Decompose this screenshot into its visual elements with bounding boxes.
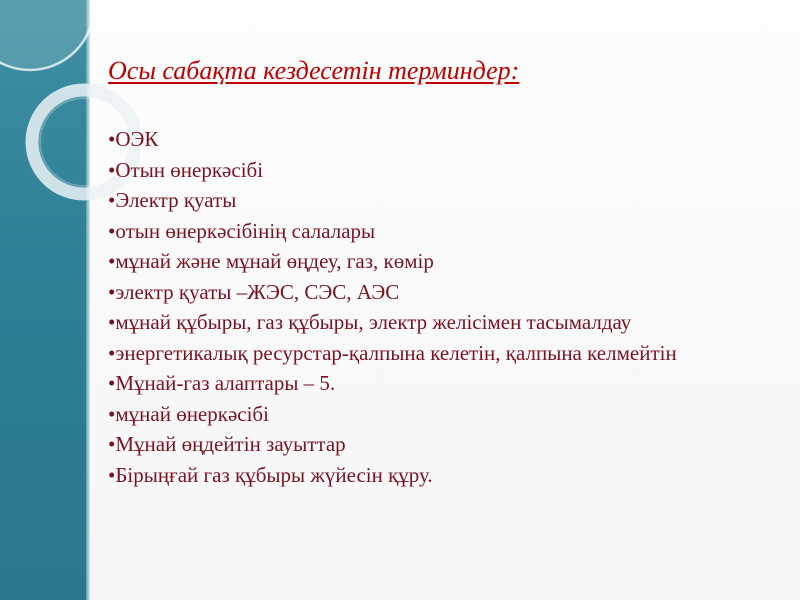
term-item bbox=[108, 246, 794, 277]
bullet-icon: • bbox=[108, 157, 116, 182]
term-item bbox=[108, 460, 794, 491]
term-text: отын өнеркәсібінің салалары bbox=[115, 218, 376, 243]
bullet-icon: • bbox=[108, 188, 116, 212]
term-item bbox=[108, 185, 794, 216]
term-item bbox=[108, 216, 794, 247]
term-text: Электр қуаты bbox=[115, 188, 237, 212]
term-item bbox=[108, 124, 794, 155]
term-text: Мұнай өңдейтін зауыттар bbox=[115, 432, 346, 456]
bullet-icon: • bbox=[108, 127, 116, 151]
term-text: электр қуаты –ЖЭС, СЭС, АЭС bbox=[115, 279, 400, 304]
term-text: Мұнай-газ алаптары – 5. bbox=[115, 371, 336, 395]
bullet-icon: • bbox=[108, 462, 116, 487]
term-text: энергетикалық ресурстар-қалпына келетін, қалпына келмейтін bbox=[115, 340, 677, 365]
term-item bbox=[108, 399, 794, 430]
term-text: мұнай өнеркәсібі bbox=[115, 401, 269, 426]
term-text: Бірыңғай газ құбыры жүйесін құру. bbox=[115, 462, 433, 487]
term-item bbox=[108, 277, 794, 308]
bullet-icon: • bbox=[108, 279, 116, 304]
term-item bbox=[108, 338, 794, 369]
terms-list bbox=[108, 124, 794, 490]
bullet-icon: • bbox=[108, 218, 116, 243]
term-item bbox=[108, 307, 794, 338]
bullet-icon: • bbox=[108, 401, 116, 426]
bullet-icon: • bbox=[108, 249, 116, 273]
term-text: ОЭК bbox=[115, 127, 159, 151]
bullet-icon: • bbox=[108, 310, 116, 334]
bullet-icon: • bbox=[108, 371, 116, 395]
term-item bbox=[108, 155, 794, 186]
term-item bbox=[108, 368, 794, 399]
term-text: мұнай құбыры, газ құбыры, электр желісімен тасымалдау bbox=[115, 310, 632, 334]
term-item bbox=[108, 429, 794, 460]
term-text: мұнай және мұнай өңдеу, газ, көмір bbox=[115, 249, 434, 273]
bullet-icon: • bbox=[108, 432, 116, 456]
term-text: Отын өнеркәсібі bbox=[115, 157, 264, 182]
slide-title: Осы сабақта кездесетін терминдер: bbox=[108, 56, 520, 85]
bullet-icon: • bbox=[108, 340, 116, 365]
circle-ring-top-fill bbox=[0, 0, 94, 70]
